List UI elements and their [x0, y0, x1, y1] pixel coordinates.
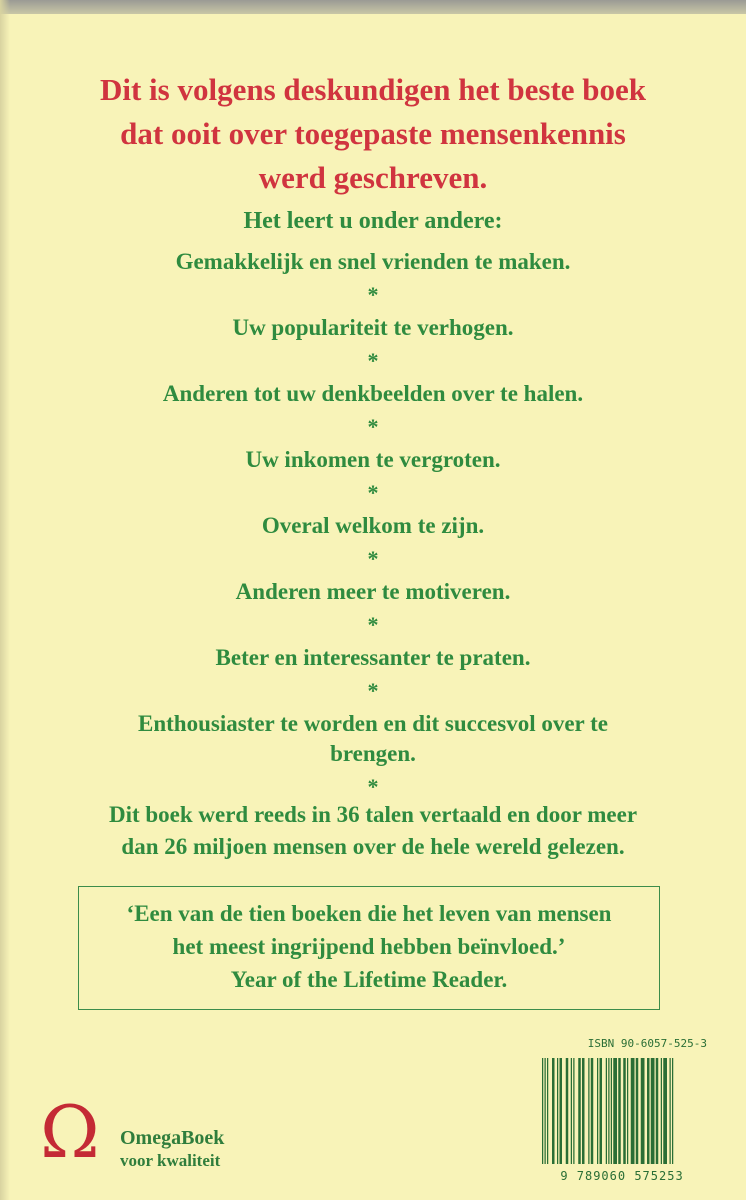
barcode-bar — [545, 1058, 546, 1164]
quote-line: het meest ingrijpend hebben beïnvloed.’ — [172, 934, 566, 959]
barcode-bar — [571, 1058, 572, 1164]
barcode-bar — [591, 1058, 594, 1164]
quote-line: ‘Een van de tien boeken die het leven van mensen — [126, 901, 612, 926]
benefit-item: Uw inkomen te vergroten. — [245, 447, 501, 472]
barcode-bar — [618, 1058, 621, 1164]
headline — [40, 68, 706, 200]
barcode-bar — [651, 1058, 655, 1164]
separator-star: * — [367, 612, 379, 637]
benefit-list — [40, 247, 706, 805]
barcode-bar — [663, 1058, 667, 1164]
barcode-bar — [552, 1058, 555, 1164]
closing-line: dan 26 miljoen mensen over de hele wereld gelezen. — [121, 834, 625, 859]
barcode-bar — [631, 1058, 635, 1164]
separator-star: * — [367, 414, 379, 439]
separator-star: * — [367, 480, 379, 505]
benefit-item: Anderen tot uw denkbeelden over te halen. — [162, 381, 584, 406]
barcode-bar — [613, 1058, 617, 1164]
publisher-logo — [40, 1090, 280, 1176]
intro-text: Het leert u onder andere: — [243, 208, 503, 234]
barcode-bar — [573, 1058, 574, 1164]
publisher-name: OmegaBoek — [120, 1127, 225, 1149]
barcode-bar — [582, 1058, 585, 1164]
headline-line: Dit is volgens deskundigen het beste boek — [99, 72, 647, 107]
quote-box — [78, 886, 660, 1010]
isbn-label: ISBN 90-6057-525-3 — [587, 1037, 707, 1050]
barcode-number: 9 789060 575253 — [560, 1169, 684, 1183]
benefit-item: Gemakkelijk en snel vrienden te maken. — [175, 249, 571, 274]
barcode-bar — [627, 1058, 628, 1164]
barcode-bar — [656, 1058, 659, 1164]
barcode-bar — [542, 1058, 543, 1164]
barcode-bar — [597, 1058, 598, 1164]
barcode-bar — [606, 1058, 607, 1164]
benefit-item: Beter en interessanter te praten. — [215, 645, 531, 670]
quote-source: Year of the Lifetime Reader. — [230, 967, 508, 992]
barcode-bar — [670, 1058, 671, 1164]
barcode-bar — [623, 1058, 626, 1164]
spine-shadow — [0, 0, 10, 1200]
barcode-bar — [557, 1058, 558, 1164]
closing-line: Dit boek werd reeds in 36 talen vertaald en door meer — [108, 802, 638, 827]
barcode-bar — [600, 1058, 603, 1164]
publisher-tagline: voor kwaliteit — [120, 1151, 221, 1170]
barcode-bar — [611, 1058, 612, 1164]
barcode-bar — [578, 1058, 581, 1164]
headline-line: werd geschreven. — [258, 160, 488, 195]
barcode-bar — [608, 1058, 609, 1164]
closing-text — [40, 799, 706, 863]
barcode-bar — [588, 1058, 589, 1164]
omega-logo-icon: Ω — [40, 1090, 100, 1174]
barcode-bar — [647, 1058, 650, 1164]
cover-top-edge — [0, 0, 746, 14]
benefit-item-line: Enthousiaster te worden en dit succesvol over te — [138, 711, 608, 736]
benefit-item: Overal welkom te zijn. — [261, 513, 485, 538]
barcode-bar — [661, 1058, 662, 1164]
barcode-bar — [636, 1058, 639, 1164]
benefit-item — [40, 709, 706, 769]
barcode-bar — [641, 1058, 645, 1164]
barcode-bar — [547, 1058, 548, 1164]
barcode-bar — [560, 1058, 563, 1164]
barcode-bar — [672, 1058, 673, 1164]
barcode-bar — [566, 1058, 569, 1164]
benefit-item-line: brengen. — [330, 741, 416, 766]
separator-star: * — [367, 774, 379, 799]
headline-line: dat ooit over toegepaste mensenkennis — [120, 116, 626, 151]
separator-star: * — [367, 678, 379, 703]
separator-star: * — [367, 546, 379, 571]
separator-star: * — [367, 348, 379, 373]
benefit-item: Uw populariteit te verhogen. — [232, 315, 514, 340]
benefit-item: Anderen meer te motiveren. — [235, 579, 511, 604]
barcode — [536, 1056, 708, 1188]
quote-text — [79, 897, 659, 996]
barcode-icon — [536, 1056, 708, 1168]
separator-star: * — [367, 282, 379, 307]
